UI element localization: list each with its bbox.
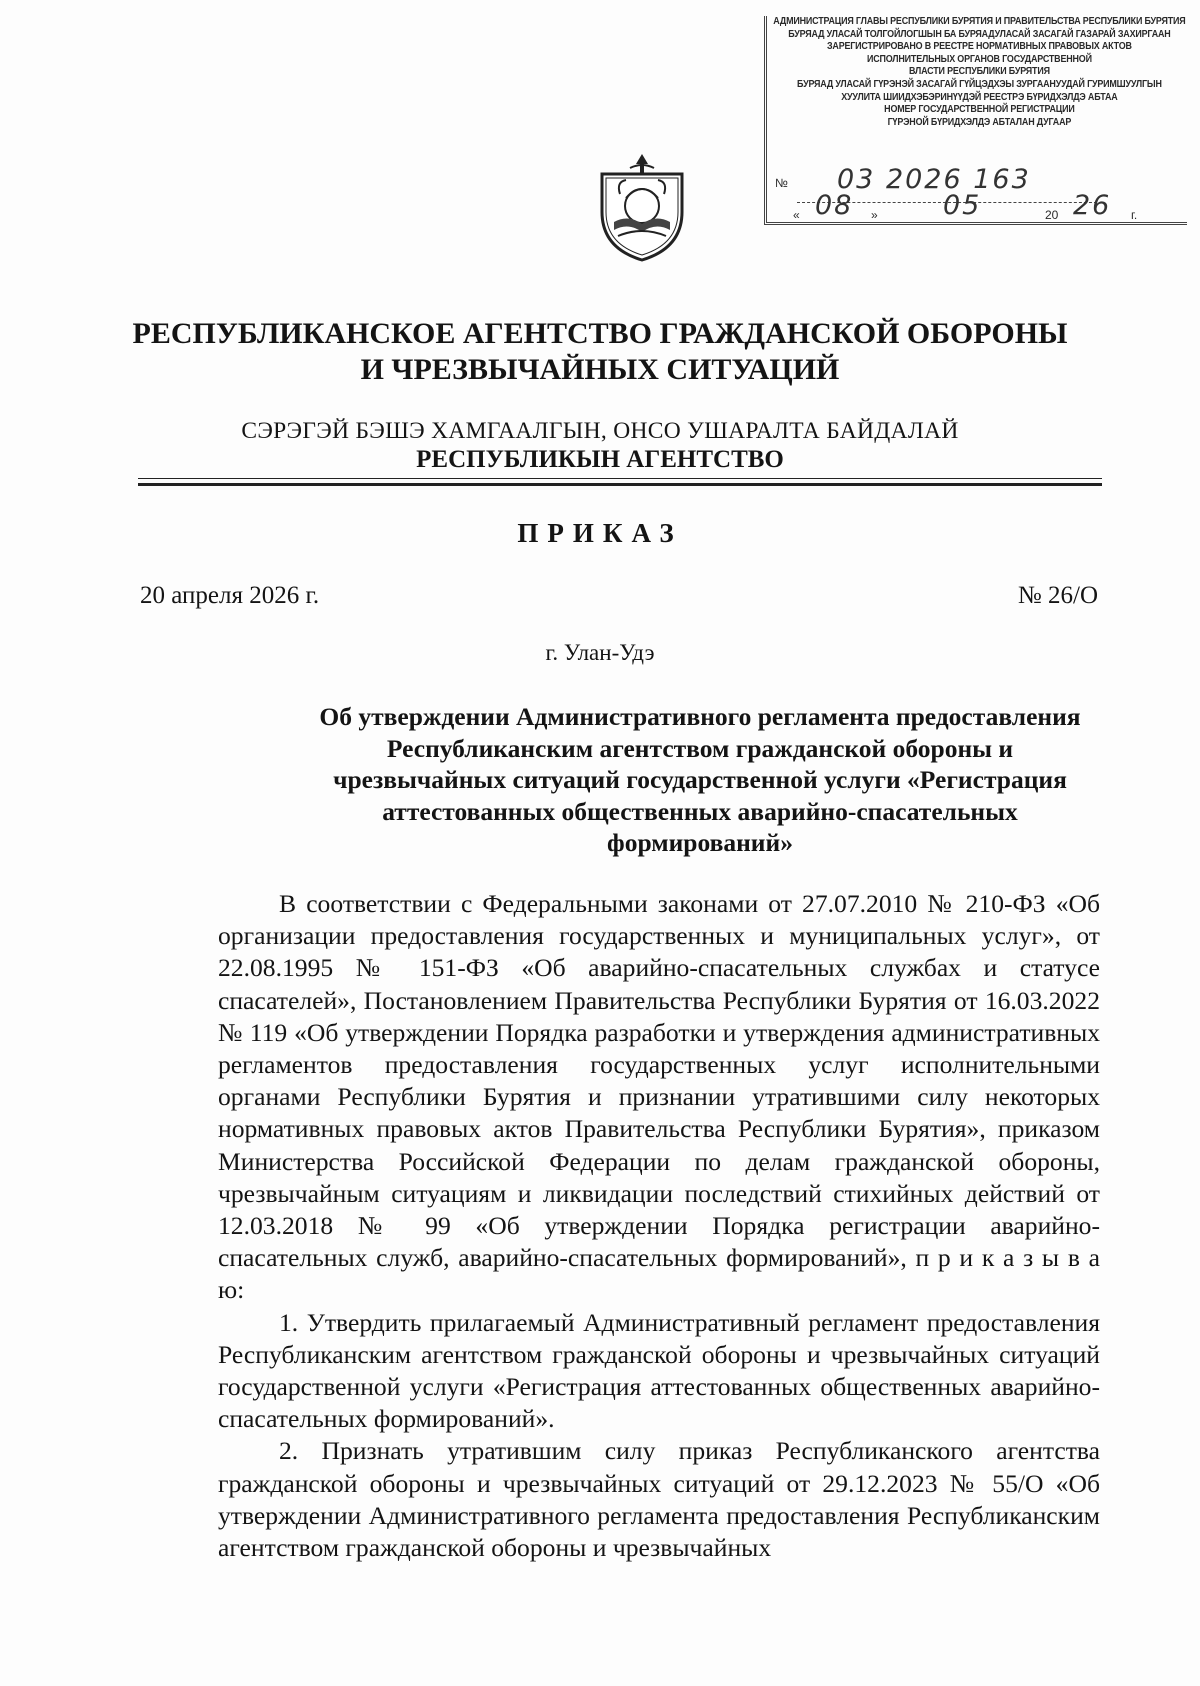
stamp-header — [773, 16, 1186, 129]
stamp-date-year: 26 — [1073, 190, 1112, 221]
header-divider-thick — [138, 483, 1102, 486]
agency-name-ru — [0, 316, 1200, 388]
document-title: Об утверждении Административного регламента предоставления Республиканским агентством гражданской обороны и чрезвычайных ситуаций государственной услуги «Регистрация аттестованных общественных аварийно-спасательных формирований» — [319, 702, 1081, 858]
stamp-header-line: ВЛАСТИ РЕСПУБЛИКИ БУРЯТИЯ — [908, 66, 1050, 78]
stamp-header-line: ХУУЛИТА ШИИДХЭБЭРИНҮҮДЭЙ РЕЕСТРЭ БҮРИДХЭЛДЭ АБТАА — [841, 91, 1118, 103]
document-city: г. Улан-Удэ — [545, 640, 655, 665]
stamp-year-unit: г. — [1131, 208, 1138, 222]
stamp-year-line — [1063, 224, 1125, 225]
document-body — [218, 888, 1100, 1564]
stamp-header-line: АДМИНИСТРАЦИЯ ГЛАВЫ РЕСПУБЛИКИ БУРЯТИЯ И ПРАВИТЕЛЬСТВА РЕСПУБЛИКИ БУРЯТИЯ — [773, 16, 1186, 27]
stamp-header-line: ЗАРЕГИСТРИРОВАНО В РЕЕСТРЕ НОРМАТИВНЫХ ПРАВОВЫХ АКТОВ — [827, 41, 1132, 53]
body-paragraph: В соответствии с Федеральными законами от 27.07.2010 № 210-ФЗ «Об организации предоставления государственных и муниципальных услуг», от 22.08.1995 № 151-ФЗ «Об аварийно-спасательных службах и статусе спасателей», Постановлением Правительства Республики Бурятия от 16.03.2022 № 119 «Об утверждении Порядка разработки и утверждения административных регламентов предоставления государственных услуг исполнительными органами Республики Бурятия и признании утратившими силу некоторых нормативных правовых актов Правительства Республики Бурятия», приказом Министерства Российской Федерации по делам гражданской обороны, чрезвычайным ситуациям и ликвидации последствий стихийных действий от 12.03.2018 № 99 «Об утверждении Порядка регистрации аварийно-спасательных служб, аварийно-спасательных формирований», п р и к а з ы в а ю: — [218, 889, 1100, 1305]
stamp-quote-close: » — [871, 208, 878, 222]
stamp-registration-number: 03 2026 163 — [837, 164, 1031, 195]
registration-stamp — [764, 16, 1187, 225]
stamp-quote-open: « — [793, 208, 800, 222]
stamp-header-line: ГҮРЭНОЙ БҮРИДХЭЛДЭ АБТАЛАН ДУГААР — [887, 116, 1072, 128]
agency-name-ru-line1: РЕСПУБЛИКАНСКОЕ АГЕНТСТВО ГРАЖДАНСКОЙ ОБОРОНЫ — [132, 317, 1068, 350]
header-divider-thin — [138, 478, 1102, 479]
document-type: ПРИКАЗ — [517, 518, 683, 548]
document-number: № 26/О — [1017, 582, 1098, 609]
document-date: 20 апреля 2026 г. — [140, 582, 320, 609]
stamp-day-line — [805, 224, 867, 225]
stamp-date-month: 05 — [943, 190, 982, 221]
agency-name-ru-line2: И ЧРЕЗВЫЧАЙНЫХ СИТУАЦИЙ — [360, 353, 840, 386]
agency-name-bua-line2: РЕСПУБЛИКЫН АГЕНТСТВО — [416, 446, 784, 473]
stamp-header-line: ИСПОЛНИТЕЛЬНЫХ ОРГАНОВ ГОСУДАРСТВЕННОЙ — [866, 53, 1092, 65]
body-paragraph: 2. Признать утратившим силу приказ Республиканского агентства гражданской обороны и чрезвычайных ситуаций от 29.12.2023 № 55/О «Об утверждении Административного регламента предоставления Республиканским агентством гражданской обороны и чрезвычайных — [218, 1436, 1100, 1563]
stamp-header-line: НОМЕР ГОСУДАРСТВЕННОЙ РЕГИСТРАЦИИ — [884, 104, 1075, 116]
agency-name-bua-line1: СЭРЭГЭЙ БЭШЭ ХАМГААЛГЫН, ОНСО УШАРАЛТА БАЙДАЛАЙ — [241, 418, 959, 444]
stamp-number-label: № — [775, 176, 788, 190]
stamp-year-prefix: 20 — [1045, 208, 1059, 222]
stamp-header-line: БУРЯАД УЛАСАЙ ТОЛГОЙЛОГШЫН БА БУРЯАДУЛАСАЙ ЗАСАГАЙ ГАЗАРАЙ ЗАХИРГААН — [788, 28, 1171, 40]
stamp-date-day: 08 — [815, 190, 854, 221]
stamp-header-line: БУРЯАД УЛАСАЙ ГҮРЭНЭЙ ЗАСАГАЙ ГҮЙЦЭДХЭЫ ЗУРГААНУУДАЙ ГУРИМШУУЛГЫН — [797, 78, 1162, 90]
body-paragraph: 1. Утвердить прилагаемый Административный регламент предоставления Республиканским агентством гражданской обороны и чрезвычайных ситуаций государственной услуги «Регистрация аттестованных общественных аварийно-спасательных формирований». — [218, 1307, 1100, 1434]
stamp-month-line — [887, 224, 1037, 225]
coat-of-arms-buryatia-icon — [596, 152, 688, 262]
